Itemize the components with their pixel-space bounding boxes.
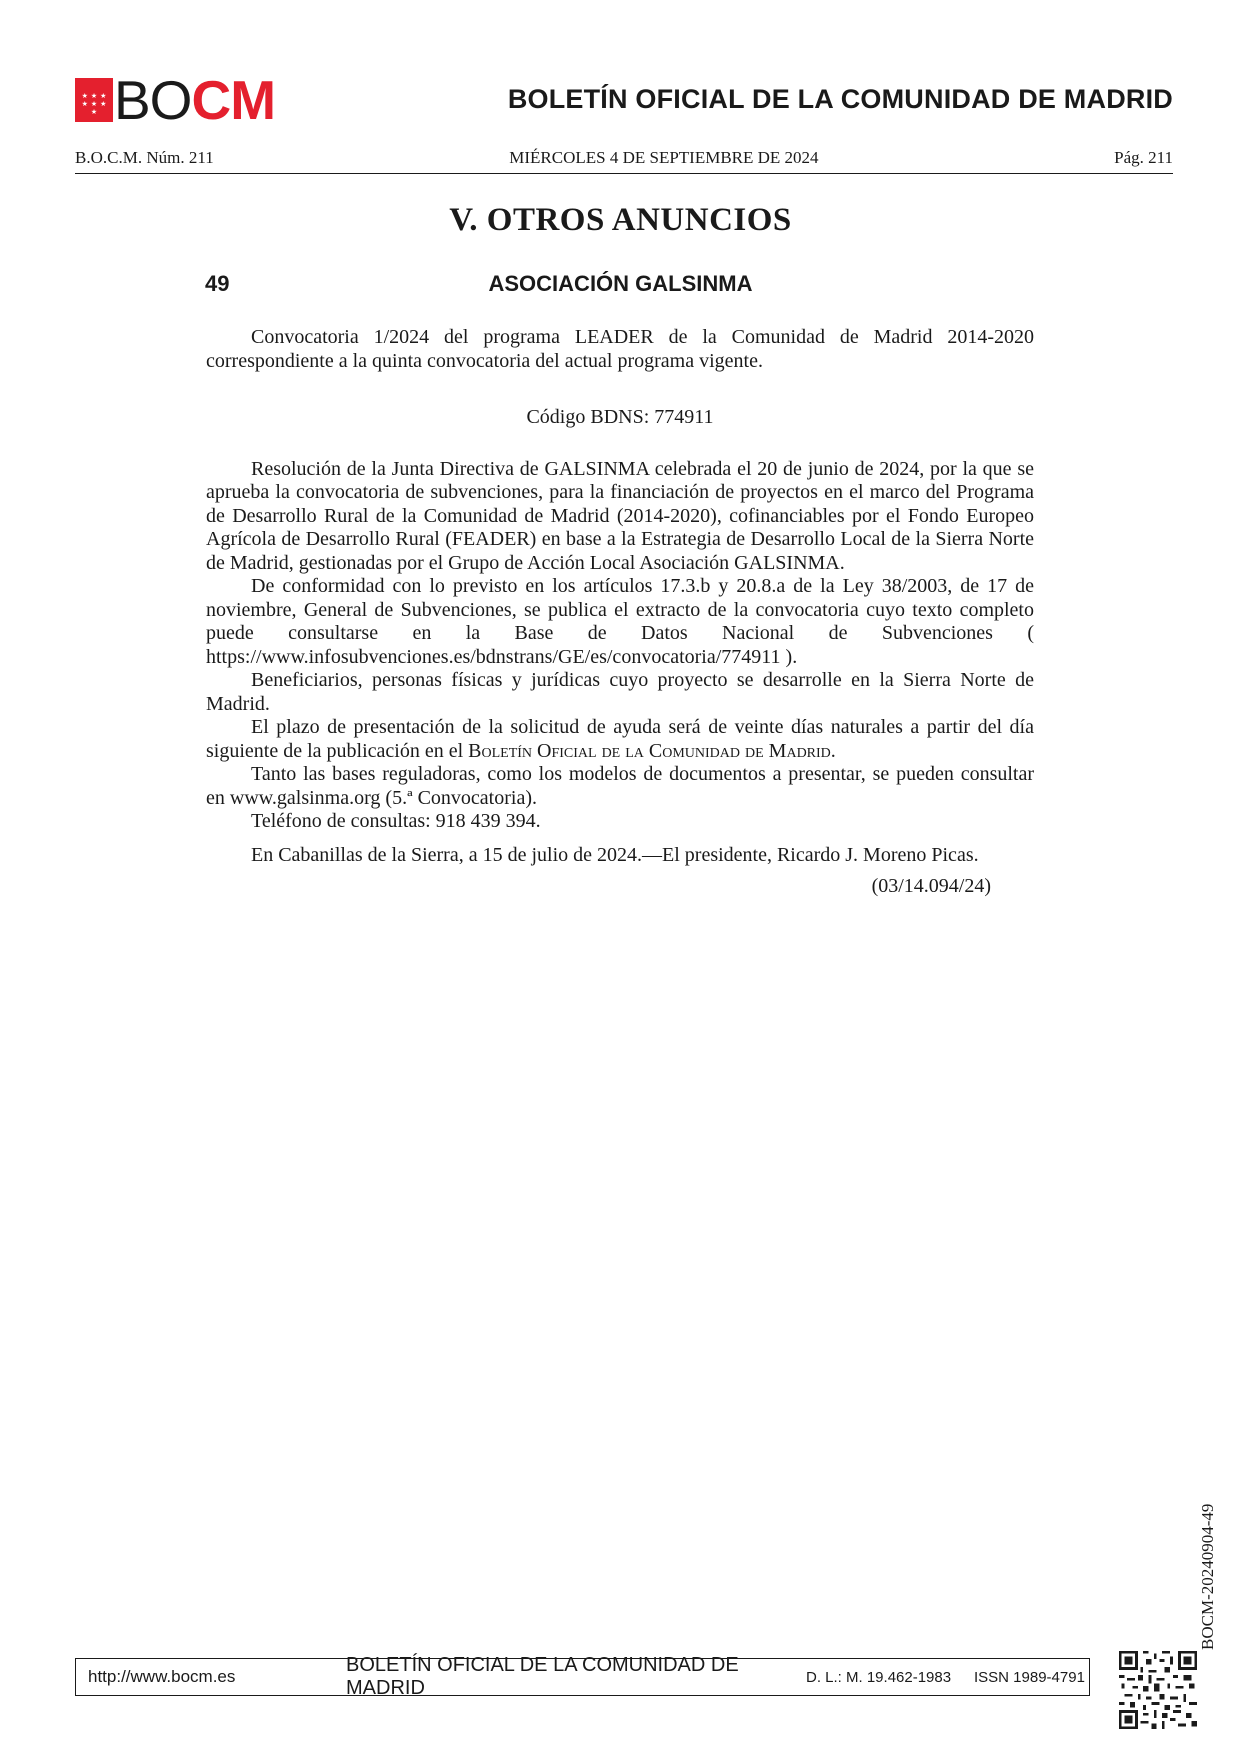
issue-date: MIÉRCOLES 4 DE SEPTIEMBRE DE 2024 <box>509 148 819 167</box>
announcement-number: 49 <box>205 271 230 296</box>
bocm-logo <box>75 69 276 131</box>
body-paragraph: Resolución de la Junta Directiva de GALSINMA celebrada el 20 de junio de 2024, por la que se aprueba la convocatoria de subvenciones, para la financiación de proyectos en el marco del Programa de Desarrollo Rural de la Comunidad de Madrid (2014-2020), cofinanciables por el Fondo Europeo Agrícola de Desarrollo Rural (FEADER) en base a la Estrategia de Desarrollo Local de la Sierra Norte de Madrid, gestionadas por el Grupo de Acción Local Asociación GALSINMA. <box>206 457 1034 574</box>
deadline-journal-name: Boletín Oficial de la Comunidad de Madrid <box>468 739 831 762</box>
announcement-title: ASOCIACIÓN GALSINMA <box>488 271 753 296</box>
deadline-text: El plazo de presentación de la solicitud de ayuda será de veinte días naturales a partir del día siguiente de la publicación en el <box>206 716 1034 762</box>
document-code: BOCM-20240904-49 <box>1198 1503 1217 1650</box>
reference-code: (03/14.094/24) <box>871 875 991 897</box>
logo-text <box>114 69 276 131</box>
qr-code-icon <box>1119 1651 1197 1729</box>
issue-header <box>75 148 1173 174</box>
deadline-end: . <box>830 739 836 762</box>
legal-deposit: D. L.: M. 19.462-1983 <box>806 1668 952 1686</box>
signature: En Cabanillas de la Sierra, a 15 de julio de 2024.—El presidente, Ricardo J. Moreno Picas. <box>251 843 979 866</box>
issue-number: B.O.C.M. Núm. 211 <box>75 148 214 167</box>
phone-paragraph: Teléfono de consultas: 918 439 394. <box>251 810 541 832</box>
logo-text-bo: BO <box>114 69 192 131</box>
body-paragraph: Beneficiarios, personas físicas y jurídicas cuyo proyecto se desarrolle en la Sierra Norte de Madrid. <box>206 669 1034 715</box>
footer-title: BOLETÍN OFICIAL DE LA COMUNIDAD DE MADRID <box>346 1654 739 1699</box>
footer-url-link[interactable]: http://www.bocm.es <box>88 1667 236 1686</box>
intro-paragraph: Convocatoria 1/2024 del programa LEADER de la Comunidad de Madrid 2014-2020 correspondiente a la quinta convocatoria del actual programa vigente. <box>206 326 1034 372</box>
madrid-flag-icon: ★ ★ ★ ★ ★ ★ ★ <box>75 78 113 122</box>
section-title: V. OTROS ANUNCIOS <box>449 202 792 238</box>
page-number: Pág. 211 <box>1114 148 1173 167</box>
footer <box>75 1654 1090 1699</box>
announcement-body <box>206 326 1034 899</box>
deadline-paragraph <box>206 716 1034 763</box>
issn: ISSN 1989-4791 <box>974 1668 1085 1686</box>
body-paragraph: Tanto las bases reguladoras, como los modelos de documentos a presentar, se pueden consultar en www.galsinma.org (5.ª Convocatoria). <box>206 763 1034 809</box>
bdns-code: Código BDNS: 774911 <box>526 406 714 428</box>
logo-text-cm: CM <box>191 69 276 131</box>
body-paragraph: De conformidad con lo previsto en los artículos 17.3.b y 20.8.a de la Ley 38/2003, de 17 de noviembre, General de Subvenciones, se publica el extracto de la convocatoria cuyo texto completo puede consultarse en la Base de Datos Nacional de Subvenciones ( https://www.infosubvenciones.es/bdnstrans/GE/es/convocatoria/774911 ). <box>206 575 1034 668</box>
journal-title: BOLETÍN OFICIAL DE LA COMUNIDAD DE MADRID <box>507 84 1173 114</box>
